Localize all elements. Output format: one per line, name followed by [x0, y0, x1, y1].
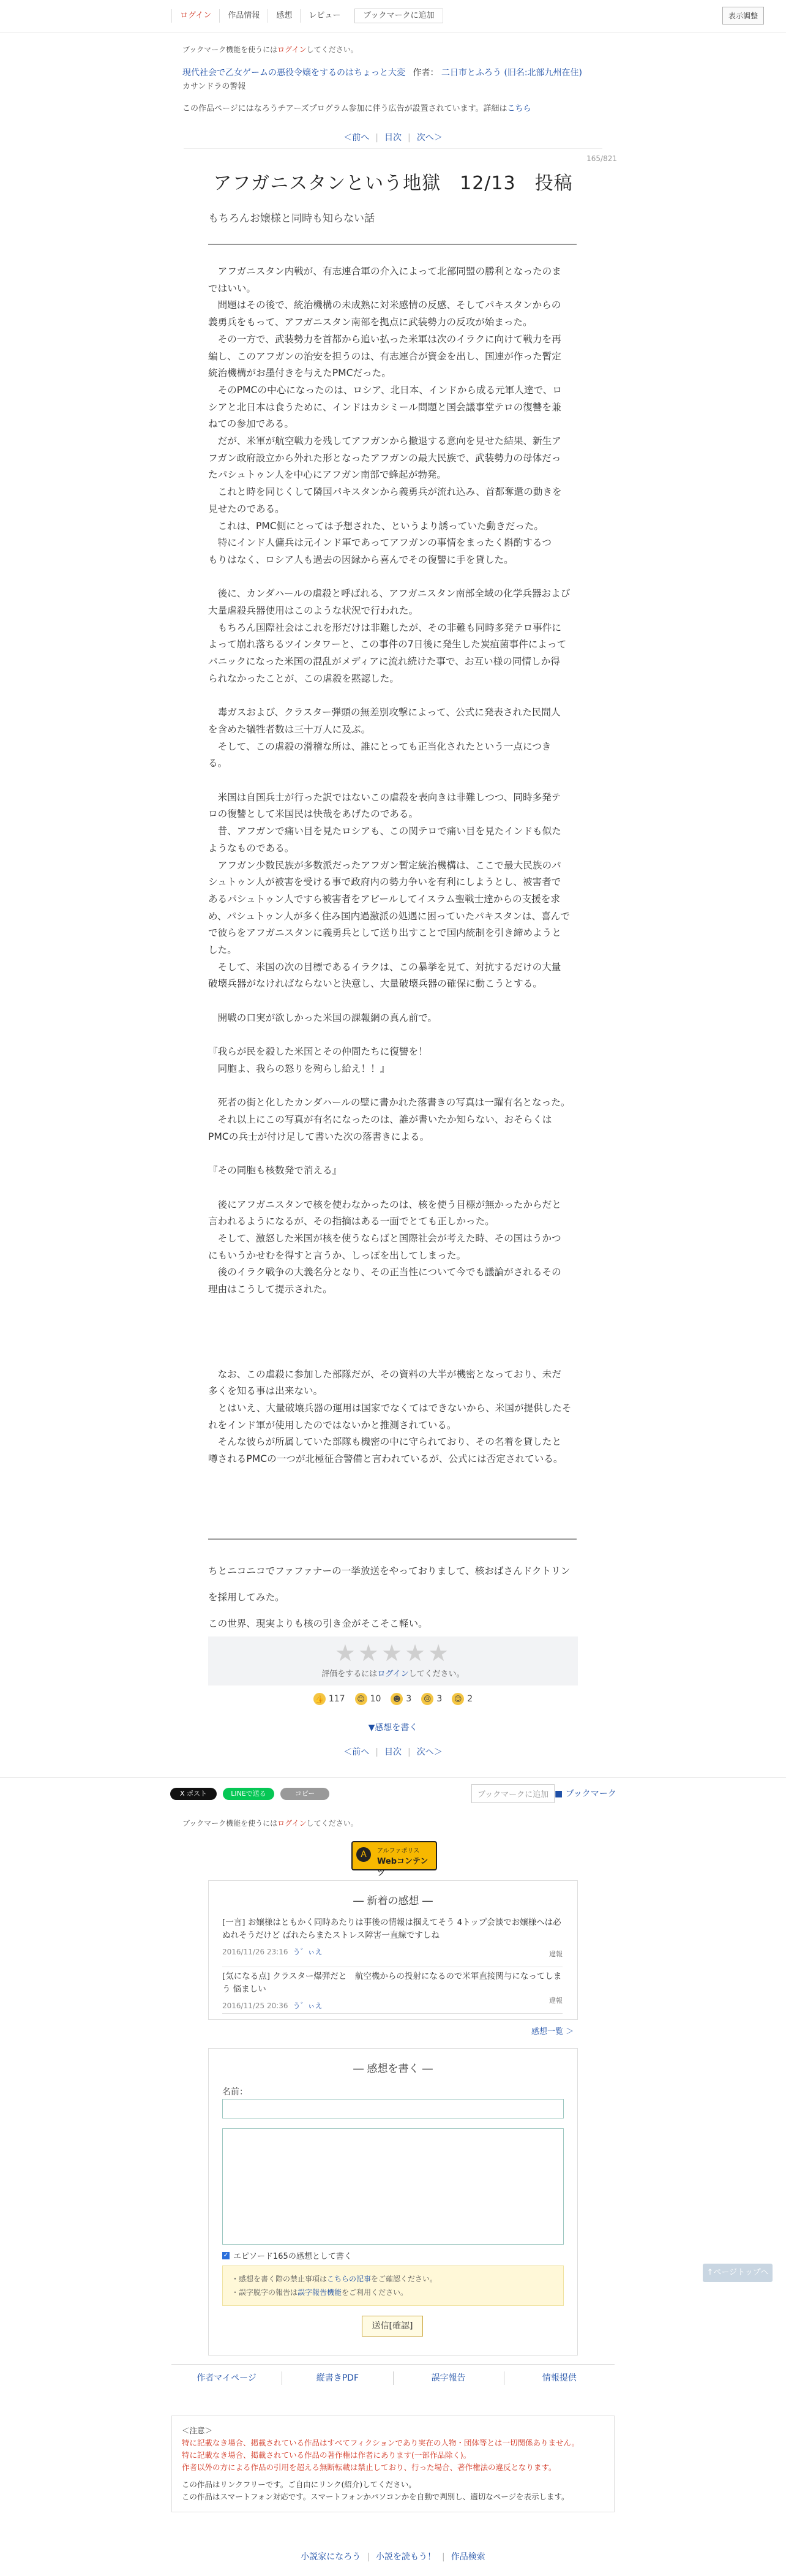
- body-line: る。: [208, 758, 228, 769]
- episode-pager-top: [0, 131, 786, 143]
- body-line: 統治機構がお墨付きを与えたPMCだった。: [208, 367, 391, 379]
- body-line: シアと北日本は食うために、インドはカシミール問題と国会議事堂テロの復讐を兼: [208, 401, 561, 413]
- notice-warning: 特に記載なき場合、掲載されている作品はすべてフィクションであり実在の人物・団体等とは一切関係ありません。: [182, 2438, 580, 2447]
- bookmark-add-button[interactable]: ブックマークに追加: [354, 9, 443, 23]
- body-line: 言われるようになるが、その指摘はある一面でとても正しかった。: [208, 1216, 495, 1227]
- body-line: だが、米軍が航空戦力を残してアフガンから撤退する意向を見せた結果、新生ア: [208, 435, 561, 447]
- impression-list-link[interactable]: 感想一覧 ＞: [531, 2027, 574, 2036]
- notice-warning: 特に記載なき場合、掲載されている作品の著作権は作者にあります(一部作品除く)。: [182, 2450, 471, 2460]
- work-title-link[interactable]: 現代社会で乙女ゲームの悪役令嬢をするのはちょっと大変: [182, 68, 405, 78]
- notice1-prefix: ・感想を書く際の禁止事項は: [231, 2275, 328, 2283]
- body-line: れをインド軍が使用したのではないかと推測されている。: [208, 1419, 457, 1431]
- cry-icon: 😢: [421, 1693, 433, 1705]
- body-line: ねての参加である。: [208, 418, 294, 430]
- page-top-button[interactable]: ↑ページトップへ: [703, 2264, 773, 2282]
- reaction-cry[interactable]: [421, 1693, 442, 1705]
- body-line: その一方で、武装勢力を首都から追い払った米軍は次のイラクに向けて戦力を再: [208, 333, 561, 345]
- notice-heading: ＜注意＞: [182, 2426, 213, 2435]
- sep: |: [375, 133, 378, 143]
- line-share-button[interactable]: LINEで送る: [223, 1788, 274, 1800]
- body-line: パニックになった米国の混乱がメディアに流れ続けた事で、お互い様の同情しか得: [208, 656, 560, 668]
- body-line: それ以上にこの写真が有名になったのは、誰が書いたか知らない、おそらくは: [208, 1114, 552, 1126]
- bookmark-login-notice-2: [182, 1818, 358, 1828]
- impression-text: [一言] お嬢様はともかく同時あたりは事後の情報は掴えてそう 4トップ会談でお嬢様へは必ぬれそうだけど ばれたらまたストレス障害一直線ですしね: [222, 1918, 561, 1940]
- body-line: にもいうかせむを得すと言うか、しっぽを出してしまった。: [208, 1249, 466, 1261]
- body-line: [208, 569, 578, 586]
- divider: [171, 2364, 615, 2365]
- body-line: ではいい。: [208, 282, 256, 294]
- author-label: 作者：: [413, 68, 439, 78]
- reaction-count: 3: [406, 1694, 412, 1704]
- toc-link[interactable]: 目次: [384, 1747, 402, 1757]
- impression-item: [222, 1970, 563, 2014]
- alphapolis-logo-icon: A: [356, 1847, 371, 1862]
- body-line: 『我らが民を殺した米国とその仲間たちに復讐を！: [208, 1046, 428, 1058]
- body-line: そして、米国の次の目標であるイラクは、この暴挙を見て、対抗するだけの大量: [208, 961, 561, 973]
- latest-impressions-panel: [208, 1880, 578, 2020]
- notice2-suffix: をご利用ください。: [342, 2288, 408, 2297]
- narou-home-link[interactable]: 小説家になろう: [301, 2552, 361, 2562]
- body-line: 義勇兵をもって、アフガニスタン南部を拠点に武装勢力の反攻が始まった。: [208, 317, 533, 328]
- body-line: 米国は自国兵士が行った訳ではないこの虐殺を表向きは非難しつつ、同時多発テ: [208, 791, 561, 803]
- body-line: 同胞よ、我らの怒りを殉らし給え！！』: [208, 1063, 390, 1074]
- episode-checkbox-label: エピソード165の感想として書く: [233, 2252, 352, 2261]
- share-bar: [0, 1777, 786, 1809]
- body-line: そんな彼らが所属していた部隊も機密の中に守られており、その名着を貸したと: [208, 1436, 561, 1448]
- body-line: [208, 993, 578, 1010]
- write-impression-title: ― 感想を書く ―: [353, 2063, 433, 2075]
- sep: |: [442, 2552, 445, 2562]
- notice-suffix: してください。: [306, 45, 358, 54]
- notice1-suffix: をご確認ください。: [371, 2275, 438, 2283]
- reaction-smile[interactable]: [355, 1693, 381, 1705]
- body-line: シュトゥン人が被害を受ける事で政府内の勢力争いを有利にしようとし、被害者で: [208, 876, 561, 888]
- report-link[interactable]: 違報: [549, 1997, 563, 2005]
- prev-link[interactable]: ＜前へ: [343, 133, 370, 143]
- reaction-count: 10: [370, 1694, 381, 1704]
- body-line: 問題はその後で、統治機構の未成熟に対米感情の反感、そしてパキスタンからの: [208, 299, 561, 311]
- author-mypage-link[interactable]: 作者マイページ: [196, 2373, 256, 2383]
- alphapolis-banner[interactable]: [351, 1841, 437, 1878]
- typo-report-link[interactable]: 誤字報告機能: [298, 2288, 342, 2297]
- thumbs-up-icon: 👍: [313, 1693, 326, 1705]
- body-line: 特にインド人傭兵は元インド軍であってアフガンの事情をまったく斟酌するつ: [208, 537, 552, 549]
- prev-link[interactable]: ＜前へ: [343, 1747, 370, 1757]
- body-line: アフガニスタン内戦が、有志連合軍の介入によって北部同盟の勝利となったのま: [208, 266, 561, 277]
- bookmark-label: ブックマーク: [565, 1789, 616, 1799]
- login-link[interactable]: ログイン: [171, 9, 220, 23]
- notice-warning: 作者以外の方による作品の引用を超える無断転載は禁止しており、行った場合、著作権法の違反となります。: [182, 2463, 556, 2472]
- body-line: そのPMCの中心になったのは、ロシア、北日本、インドから成る元軍人達で、ロ: [208, 384, 562, 396]
- body-line: [208, 1298, 578, 1316]
- rules-article-link[interactable]: こちらの記事: [327, 2275, 372, 2283]
- copy-button[interactable]: コピー: [280, 1788, 329, 1800]
- impression-text: [気になる点] クラスター爆弾だと 航空機からの投射になるので米軍直接関与になってしまう 悩ましい: [222, 1972, 562, 1994]
- body-line: そして、激怒した米国が核を使うならばと国際社会が考えた時、その国はうかつ: [208, 1232, 561, 1244]
- vertical-pdf-link[interactable]: 縦書きPDF: [282, 2371, 392, 2385]
- write-notice-box: [222, 2265, 564, 2306]
- reaction-count: 2: [467, 1694, 473, 1704]
- divider-bottom: [208, 1538, 577, 1540]
- x-post-button[interactable]: X ポスト: [170, 1788, 217, 1800]
- body-line: 見せたのである。: [208, 503, 285, 514]
- reaction-thumbs-up[interactable]: [313, 1693, 345, 1705]
- body-line: め、パシュトゥン人が多く住み国内過激派の処遇に困っていたパキスタンは、喜んで: [208, 910, 570, 922]
- impression-user-link[interactable]: う゛ぃえ: [293, 2002, 323, 2010]
- submit-button[interactable]: 送信[確認]: [362, 2316, 423, 2337]
- afterword-line: この世界、現実よりも核の引き金がそこそこ軽い。: [208, 1618, 428, 1630]
- rating-hint-suffix: してください。: [408, 1670, 465, 1679]
- body-line: 死者の街と化したカンダハールの壁に書かれた落書きの写真は一躍有名となった。: [208, 1097, 571, 1109]
- top-bar: [0, 0, 786, 32]
- rating-box: [208, 1636, 578, 1685]
- body-line: とはいえ、大量破壊兵器の運用は国家でなくてはできないから、米国が提供したそ: [208, 1402, 572, 1414]
- program-details-link[interactable]: こちら: [507, 104, 531, 113]
- body-line: 大量虐殺兵器使用はこのような状況で行われた。: [208, 605, 419, 617]
- body-line: した。: [208, 944, 237, 956]
- body-line: 多くを知る事は出来ない。: [208, 1385, 323, 1397]
- notice-info: この作品はスマートフォン対応です。スマートフォンかパソコンかを自動で判別し、適切なページを表示します。: [182, 2492, 569, 2501]
- yomou-link[interactable]: 小説を読もう！: [376, 2552, 436, 2562]
- body-line: で彼らをアフガニスタンに義勇兵として送り出すことで国内統制を引き締めようと: [208, 927, 561, 939]
- body-line: られなかったことが、この虐殺を黙認した。: [208, 672, 399, 684]
- body-line: [208, 688, 578, 705]
- search-link[interactable]: 作品検索: [451, 2552, 485, 2562]
- login-link-inline[interactable]: ログイン: [277, 1819, 307, 1828]
- sep: |: [408, 1747, 411, 1757]
- body-line: なお、この虐殺に参加した部隊だが、その資料の大半が機密となっており、未だ: [208, 1368, 561, 1380]
- body-line: ようなものである。: [208, 842, 294, 854]
- program-notice-text: この作品ページにはなろうチアーズプログラム参加に伴う広告が設置されています。詳細は: [182, 104, 507, 113]
- body-line: 理由はこうして提示された。: [208, 1284, 332, 1295]
- body-line: [208, 1027, 578, 1044]
- next-link[interactable]: 次へ＞: [416, 133, 443, 143]
- laugh-icon: ☺: [452, 1693, 464, 1705]
- impression-date: 2016/11/25 20:36: [222, 2002, 288, 2010]
- rating-hint-prefix: 評価をするには: [321, 1670, 378, 1679]
- banner-line2: Webコンテンツ: [377, 1857, 429, 1878]
- body-line: [208, 1145, 578, 1162]
- author-link[interactable]: 二日市とふろう (旧名:北部九州在住): [441, 68, 582, 78]
- reaction-grin[interactable]: [391, 1693, 411, 1705]
- checkbox-checked-icon[interactable]: ✓: [223, 2251, 229, 2259]
- bookmark-icon: ■: [555, 1789, 563, 1799]
- toc-link[interactable]: 目次: [384, 133, 402, 143]
- rating-login-link[interactable]: ログイン: [377, 1670, 409, 1679]
- notice-section: [171, 2416, 615, 2512]
- afterword-line: を採用してみた。: [208, 1591, 285, 1603]
- body-line: 開戦の口実が欲しかった米国の課報網の真ん前で。: [208, 1012, 437, 1023]
- afterword-line: ちとニコニコでファファナーの一挙放送をやっておりまして、核おばさんドクトリン: [208, 1565, 571, 1576]
- impression-meta: [222, 1946, 563, 1959]
- divider: [184, 148, 602, 149]
- episode-pager-bottom: [0, 1746, 786, 1758]
- sep: |: [408, 133, 411, 143]
- body-line: [208, 772, 578, 789]
- chapter-body: [208, 263, 578, 1468]
- impressions-link[interactable]: 感想: [268, 9, 301, 23]
- body-line: 後にアフガニスタンで核を使わなかったのは、核を使う目標が無かったからだと: [208, 1199, 561, 1210]
- body-line: もちろん国際社会はこれを形だけは非難したが、その非難も同時多発テロ事件に: [208, 622, 561, 633]
- smile-icon: ☺: [355, 1693, 367, 1705]
- bookmark-login-notice: [182, 44, 358, 55]
- body-line: ロの復讐として米国民は快哉をあげたのである。: [208, 808, 419, 820]
- body-line: [208, 1315, 578, 1332]
- body-line: たパシュトゥン人を中心にアフガン南部で蜂起が勃発。: [208, 469, 446, 481]
- episode-checkbox-row[interactable]: [222, 2250, 352, 2261]
- body-line: そして、この虐殺の滑稽な所は、誰にとっても正当化されたという一点につき: [208, 740, 552, 752]
- work-info-link[interactable]: 作品情報: [220, 9, 268, 23]
- typo-report-footer-link[interactable]: 誤字報告: [393, 2371, 504, 2385]
- body-line: [208, 1078, 578, 1095]
- body-line: これは、PMC側にとっては予想された、というより誘っていた動きだった。: [208, 520, 544, 532]
- report-link[interactable]: 違報: [549, 1950, 563, 1958]
- impression-meta: [222, 2000, 563, 2013]
- bottom-nav: [0, 2550, 786, 2563]
- notice-prefix: ブックマーク機能を使うには: [182, 45, 278, 54]
- series-name: カサンドラの警報: [182, 82, 246, 91]
- body-line: フガン政府設立から外れた形となったアフガンの最大民族で、武装勢力の母体だっ: [208, 452, 561, 464]
- body-line: これと時を同じくして隣国パキスタンから義勇兵が流れ込み、首都奪還の動きを: [208, 486, 562, 498]
- body-line: 昔、アフガンで痛い目を見たロシアも、この関テロで痛い目を見たインドも似た: [208, 826, 561, 837]
- rating-hint: [208, 1667, 578, 1679]
- body-line: 破壊兵器がなければならないと決意し、大量破壊兵器の確保に動こうとする。: [208, 978, 542, 990]
- bookmark-link[interactable]: [555, 1787, 616, 1799]
- rating-stars[interactable]: ★★★★★: [334, 1640, 452, 1666]
- display-settings-button[interactable]: 表示調整: [722, 7, 764, 24]
- write-impression-panel: [208, 2048, 578, 2356]
- reaction-count: 3: [436, 1694, 443, 1704]
- body-line: もりはなく、ロシア人も過去の因縁から喜んでその復讐に手を貸した。: [208, 554, 514, 565]
- body-line: 毒ガスおよび、クラスター弾頭の無差別攻撃によって、公式に発表された民間人: [208, 707, 561, 718]
- divider-top: [208, 244, 577, 245]
- episode-counter: 165/821: [586, 154, 617, 163]
- bookmark-add-button[interactable]: ブックマークに追加: [471, 1784, 555, 1803]
- sep: |: [375, 1747, 378, 1757]
- body-line: よって崩れ落ちるツインタワーと、この事件の7日後に発生した炭疽菌事件によって: [208, 639, 567, 650]
- body-line: 編し、このアフガンの治安を担うのは、有志連合が資金を出し、国連が作った暫定: [208, 350, 561, 362]
- body-line: 噂されるPMCの一つが北極征合警備と言われているが、公式には否定されている。: [208, 1453, 563, 1465]
- work-header: [182, 66, 582, 78]
- impression-item: [222, 1916, 563, 1967]
- notice-line-1: [231, 2273, 437, 2284]
- preface-text: もちろんお嬢様と同時も知らない話: [208, 213, 375, 225]
- body-line: を含めた犠牲者数は三十万人に及ぶ。: [208, 723, 371, 735]
- grin-icon: ☻: [391, 1693, 403, 1705]
- banner-line1: アルファポリス: [377, 1848, 420, 1855]
- notice2-prefix: ・誤字脱字の報告は: [231, 2288, 298, 2297]
- review-link[interactable]: レビュー: [309, 11, 341, 20]
- afterword: [208, 1553, 578, 1642]
- name-input[interactable]: [222, 2099, 564, 2118]
- login-link-inline[interactable]: ログイン: [277, 45, 307, 54]
- body-line: アフガン少数民族が多数派だったアフガン暫定統治機構は、ここで最大民族のパ: [208, 859, 561, 871]
- reaction-count: 117: [328, 1694, 345, 1704]
- reaction-bar: [0, 1693, 786, 1705]
- body-line: [208, 1180, 578, 1197]
- write-impression-link[interactable]: ▼感想を書く: [368, 1723, 418, 1733]
- notice-suffix: してください。: [306, 1819, 358, 1828]
- top-nav: [171, 7, 443, 25]
- body-line: [208, 1349, 578, 1366]
- body-line: あるパシュトゥン人ですら被害者をアピールしてイスラム聖戦士達からの支援を求: [208, 893, 561, 905]
- reaction-laugh[interactable]: [452, 1693, 473, 1705]
- next-link[interactable]: 次へ＞: [416, 1747, 443, 1757]
- latest-impressions-title: ― 新着の感想 ―: [353, 1895, 433, 1907]
- body-line: [208, 1332, 578, 1349]
- impression-date: 2016/11/26 23:16: [222, 1948, 288, 1956]
- notice-info: この作品はリンクフリーです。ご自由にリンク(紹介)してください。: [182, 2480, 416, 2489]
- info-provide-link[interactable]: 情報提供: [504, 2371, 615, 2385]
- chapter-title: アフガニスタンという地獄 12/13 投稿: [213, 173, 573, 194]
- impression-user-link[interactable]: う゛ぃえ: [293, 1948, 323, 1956]
- footer-links: [171, 2371, 615, 2385]
- body-line: 『その同胞も核数発で消える』: [208, 1165, 342, 1177]
- body-line: PMCの兵士が付け足して書いた次の落書きによる。: [208, 1131, 430, 1142]
- notice-line-2: [231, 2287, 408, 2297]
- notice-prefix: ブックマーク機能を使うには: [182, 1819, 278, 1828]
- name-label: 名前：: [222, 2087, 248, 2097]
- program-notice: [182, 102, 531, 113]
- body-line: 後のイラク戦争の大義名分となり、その正当性について今でも議論がされるその: [208, 1267, 561, 1278]
- body-line: 後に、カンダハールの虐殺と呼ばれる、アフガニスタン南部全域の化学兵器および: [208, 588, 571, 600]
- impression-textarea[interactable]: [222, 2128, 564, 2245]
- sep: |: [367, 2552, 370, 2562]
